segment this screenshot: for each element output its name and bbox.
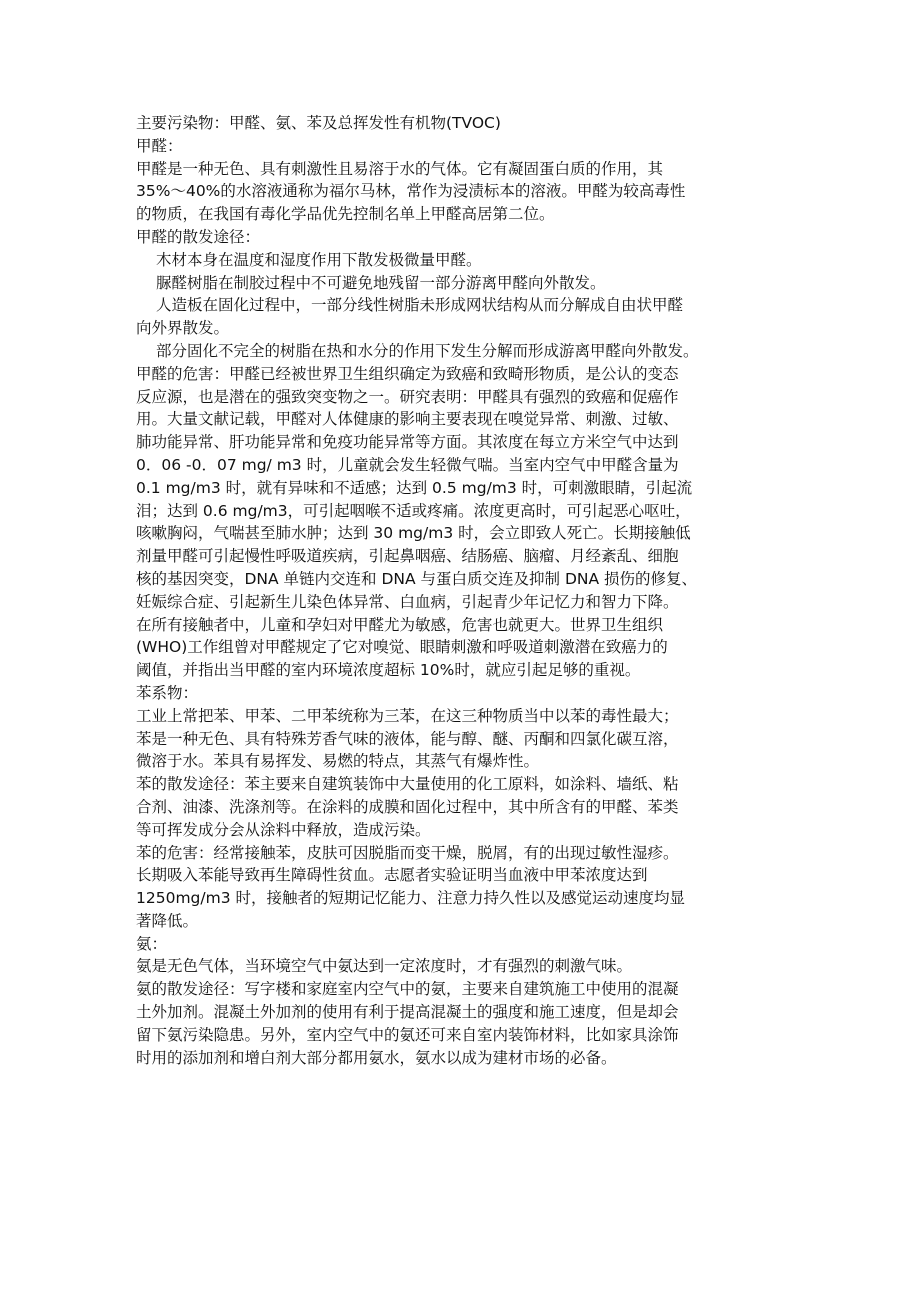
text-line: 阈值，并指出当甲醛的室内环境浓度超标 10%时，就应引起足够的重视。 [136, 661, 641, 680]
text-line: 的物质，在我国有毒化学品优先控制名单上甲醛高居第二位。 [136, 205, 555, 224]
text-line: 工业上常把苯、甲苯、二甲苯统称为三苯，在这三种物质当中以苯的毒性最大； [136, 706, 679, 725]
text-line: 妊娠综合症、引起新生儿染色体异常、白血病，引起青少年记忆力和智力下降。 [136, 592, 679, 611]
text-line: 甲醛的危害：甲醛已经被世界卫生组织确定为致癌和致畸形物质，是公认的变态 [136, 364, 679, 383]
text-line: 微溶于水。苯具有易挥发、易燃的特点，其蒸气有爆炸性。 [136, 752, 540, 771]
section-heading: 苯系物： [136, 683, 199, 702]
text-line: 0．06 -0．07 mg/ m3 时，儿童就会发生轻微气喘。当室内空气中甲醛含量为 [136, 455, 679, 474]
section-heading: 甲醛： [136, 136, 183, 155]
text-line: 氨的散发途径：写字楼和家庭室内空气中的氨，主要来自建筑施工中使用的混凝 [136, 980, 679, 999]
text-line: 咳嗽胸闷，气喘甚至肺水肿；达到 30 mg/m3 时，会立即致人死亡。长期接触低 [136, 524, 691, 543]
text-line: 土外加剂。混凝土外加剂的使用有利于提高混凝土的强度和施工速度，但是却会 [136, 1003, 679, 1022]
text-line: 主要污染物：甲醛、氨、苯及总挥发性有机物(TVOC) [136, 114, 501, 132]
text-line: 1250mg/m3 时，接触者的短期记忆能力、注意力持久性以及感觉运动速度均显 [136, 889, 685, 908]
text-line: 苯是一种无色、具有特殊芳香气味的液体，能与醇、醚、丙酮和四氯化碳互溶， [136, 729, 679, 748]
text-line: 部分固化不完全的树脂在热和水分的作用下发生分解而形成游离甲醛向外散发。 [156, 341, 699, 360]
text-line: (WHO)工作组曾对甲醛规定了它对嗅觉、眼睛刺激和呼吸道刺激潜在致癌力的 [136, 638, 668, 657]
text-line: 脲醛树脂在制胶过程中不可避免地残留一部分游离甲醛向外散发。 [156, 273, 606, 292]
text-line: 著降低。 [136, 911, 199, 930]
text-line: 核的基因突变，DNA 单链内交连和 DNA 与蛋白质交连及抑制 DNA 损伤的修复、 [136, 569, 698, 588]
text-line: 人造板在固化过程中，一部分线性树脂未形成网状结构从而分解成自由状甲醛 [156, 296, 684, 315]
text-line: 肺功能异常、肝功能异常和免疫功能异常等方面。其浓度在每立方米空气中达到 [136, 433, 679, 452]
text-line: 苯的散发途径：苯主要来自建筑装饰中大量使用的化工原料，如涂料、墙纸、粘 [136, 775, 679, 794]
text-line: 向外界散发。 [136, 319, 230, 338]
text-line: 留下氨污染隐患。另外，室内空气中的氨还可来自室内装饰材料，比如家具涂饰 [136, 1025, 679, 1044]
text-line: 35%～40%的水溶液通称为福尔马林，常作为浸渍标本的溶液。甲醛为较高毒性 [136, 182, 686, 201]
section-heading: 氨： [136, 934, 168, 953]
text-line: 甲醛是一种无色、具有刺激性且易溶于水的气体。它有凝固蛋白质的作用，其 [136, 159, 664, 178]
text-line: 泪；达到 0.6 mg/m3，可引起咽喉不适或疼痛。浓度更高时，可引起恶心呕吐， [136, 501, 691, 520]
text-line: 用。大量文献记载，甲醛对人体健康的影响主要表现在嗅觉异常、刺激、过敏、 [136, 410, 679, 429]
section-heading: 甲醛的散发途径： [136, 227, 261, 246]
text-line: 等可挥发成分会从涂料中释放，造成污染。 [136, 820, 431, 839]
text-line: 反应源，也是潜在的强致突变物之一。研究表明：甲醛具有强烈的致癌和促癌作 [136, 387, 679, 406]
text-line: 时用的添加剂和增白剂大部分都用氨水，氨水以成为建材市场的必备。 [136, 1048, 617, 1067]
text-line: 氨是无色气体，当环境空气中氨达到一定浓度时，才有强烈的刺激气味。 [136, 957, 633, 976]
text-line: 木材本身在温度和湿度作用下散发极微量甲醛。 [156, 250, 482, 269]
text-line: 长期吸入苯能导致再生障碍性贫血。志愿者实验证明当血液中甲苯浓度达到 [136, 866, 648, 885]
text-line: 剂量甲醛可引起慢性呼吸道疾病，引起鼻咽癌、结肠癌、脑瘤、月经紊乱、细胞 [136, 547, 679, 566]
document-body [136, 112, 796, 1069]
text-line: 苯的危害：经常接触苯，皮肤可因脱脂而变干燥，脱屑，有的出现过敏性湿疹。 [136, 843, 679, 862]
text-line: 合剂、油漆、洗涤剂等。在涂料的成膜和固化过程中，其中所含有的甲醛、苯类 [136, 797, 679, 816]
text-line: 0.1 mg/m3 时，就有异味和不适感；达到 0.5 mg/m3 时，可刺激眼睛，引起流 [136, 478, 693, 497]
text-line: 在所有接触者中，儿童和孕妇对甲醛尤为敏感，危害也就更大。世界卫生组织 [136, 615, 664, 634]
